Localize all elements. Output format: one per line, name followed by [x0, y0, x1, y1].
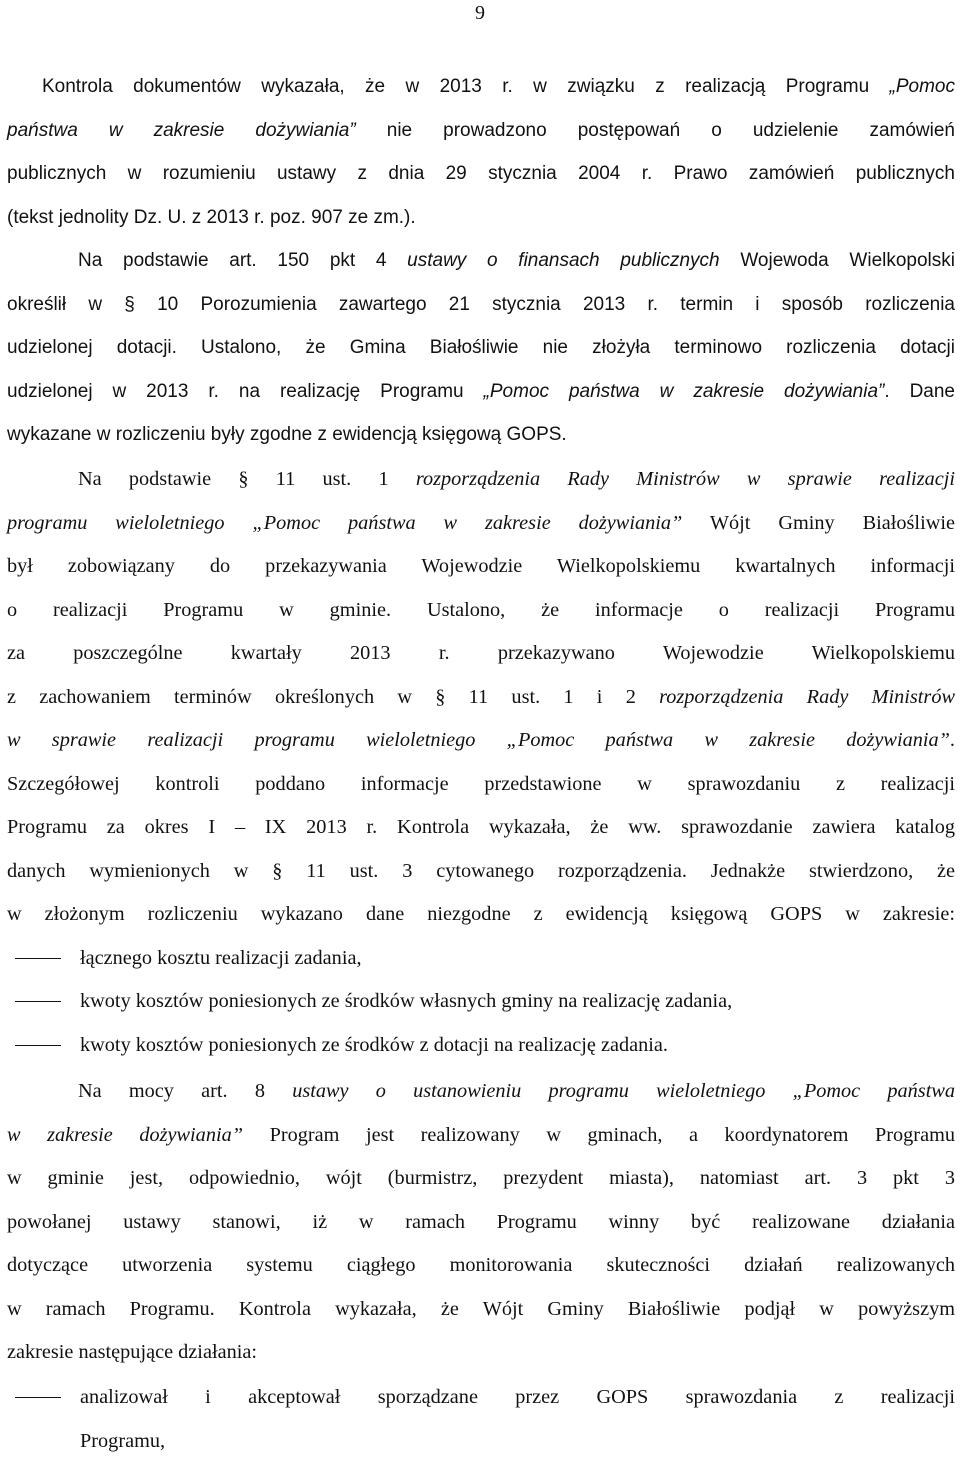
text-line: Programu za okres I – IX 2013 r. Kontrola wykazała, że ww. sprawozdanie zawiera katalog: [7, 816, 955, 838]
text-line: Szczegółowej kontroli poddano informacje przedstawione w sprawozdaniu z realizacji: [7, 772, 955, 795]
paragraph-3: [7, 458, 955, 937]
text-line: Na mocy art. 8 ustawy o ustanowieniu programu wieloletniego „Pomoc państwa: [78, 1080, 956, 1102]
text-line: był zobowiązany do przekazywania Wojewodzie Wielkopolskiemu kwartalnych informacji: [7, 555, 955, 577]
paragraph-1: [7, 65, 955, 239]
text-line: w sprawie realizacji programu wieloletniego „Pomoc państwa w zakresie dożywiania”.: [7, 729, 955, 751]
text-line: określił w § 10 Porozumienia zawartego 21 stycznia 2013 r. termin i sposób rozliczenia: [7, 293, 955, 315]
text-line: o realizacji Programu w gminie. Ustalono, że informacje o realizacji Programu: [7, 598, 955, 621]
list-item-text: kwoty kosztów poniesionych ze środków własnych gminy na realizację zadania,: [80, 990, 733, 1012]
list-item-text: łącznego kosztu realizacji zadania,: [80, 947, 362, 969]
dash-bullet-icon: [15, 1045, 61, 1046]
list-item-text: analizował i akceptował sporządzane przez GOPS sprawozdania z realizacji: [80, 1386, 955, 1408]
text-line: udzielonej w 2013 r. na realizację Programu „Pomoc państwa w zakresie dożywiania”. Dane: [7, 380, 956, 402]
paragraph-2: [7, 239, 955, 457]
list-item-continuation: [7, 1420, 955, 1464]
text-line: państwa w zakresie dożywiania” nie prowadzono postępowań o udzielenie zamówień: [7, 119, 955, 141]
text-line: programu wieloletniego „Pomoc państwa w zakresie dożywiania” Wójt Gminy Białośliwie: [7, 511, 955, 534]
list-item: [7, 937, 955, 981]
text-line: udzielonej dotacji. Ustalono, że Gmina Białośliwie nie złożyła terminowo rozliczenia dotacji: [7, 337, 955, 358]
text-line: dotyczące utworzenia systemu ciągłego monitorowania skuteczności działań realizowanych: [7, 1254, 955, 1276]
list-item-text: kwoty kosztów poniesionych ze środków z dotacji na realizację zadania.: [80, 1034, 668, 1056]
list-item: [7, 1024, 955, 1068]
text-line: w zakresie dożywiania” Program jest realizowany w gminach, a koordynatorem Programu: [7, 1123, 955, 1146]
dash-bullet-icon: [15, 958, 61, 959]
text-line: wykazane w rozliczeniu były zgodne z ewidencją księgową GOPS.: [7, 424, 567, 445]
text-line: w gminie jest, odpowiednio, wójt (burmistrz, prezydent miasta), natomiast art. 3 pkt 3: [7, 1167, 955, 1189]
dash-bullet-icon: [15, 1397, 61, 1398]
text-line: za poszczególne kwartały 2013 r. przekazywano Wojewodzie Wielkopolskiemu: [7, 642, 955, 664]
text-line: publicznych w rozumieniu ustawy z dnia 29 stycznia 2004 r. Prawo zamówień publicznych: [7, 163, 955, 184]
text-line: danych wymienionych w § 11 ust. 3 cytowanego rozporządzenia. Jednakże stwierdzono, że: [7, 859, 955, 882]
dash-bullet-icon: [15, 1001, 61, 1002]
list-item: [7, 980, 955, 1024]
list-item: [7, 1376, 955, 1420]
text-line: zakresie następujące działania:: [7, 1341, 257, 1363]
text-line: powołanej ustawy stanowi, iż w ramach Programu winny być realizowane działania: [7, 1210, 955, 1233]
page-number: 9: [475, 2, 485, 24]
text-line: (tekst jednolity Dz. U. z 2013 r. poz. 907 ze zm.).: [7, 206, 416, 228]
paragraph-4: [7, 1070, 955, 1375]
text-line: w ramach Programu. Kontrola wykazała, że Wójt Gminy Białośliwie podjął w powyższym: [7, 1297, 955, 1320]
list-item-text: Programu,: [80, 1430, 166, 1452]
text-line: Na podstawie § 11 ust. 1 rozporządzenia Rady Ministrów w sprawie realizacji: [78, 468, 955, 490]
text-line: Kontrola dokumentów wykazała, że w 2013 r. w związku z realizacją Programu „Pomoc: [42, 76, 955, 97]
text-line: Na podstawie art. 150 pkt 4 ustawy o finansach publicznych Wojewoda Wielkopolski: [78, 250, 955, 271]
text-line: w złożonym rozliczeniu wykazano dane niezgodne z ewidencją księgową GOPS w zakresie:: [7, 903, 955, 925]
text-line: z zachowaniem terminów określonych w § 11 ust. 1 i 2 rozporządzenia Rady Ministrów: [7, 685, 955, 708]
